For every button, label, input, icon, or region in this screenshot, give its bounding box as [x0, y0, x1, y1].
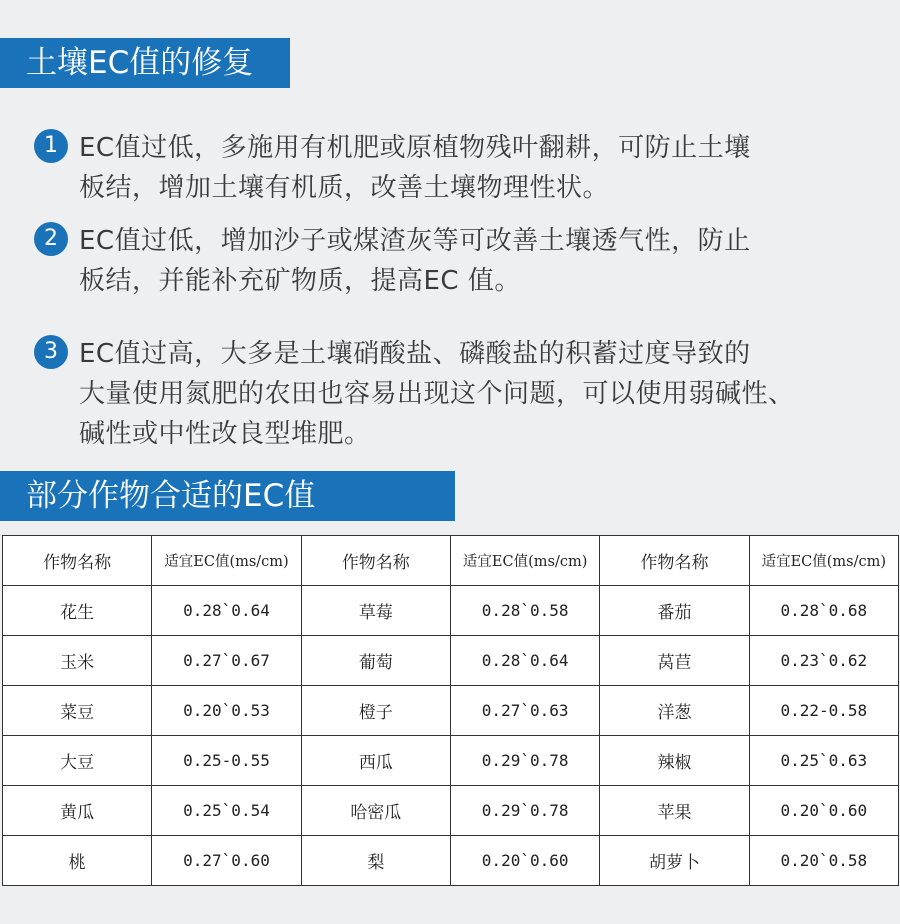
- text-line: 板结，增加土壤有机质，改善土壤物理性状。: [79, 173, 610, 203]
- repair-point-text: [79, 334, 884, 454]
- crop-ec-table: [2, 535, 899, 886]
- crop-name-cell: 苹果: [600, 786, 749, 836]
- section-title-ec-repair: 土壤EC值的修复: [0, 38, 290, 88]
- text-line: 碱性或中性改良型堆肥。: [79, 419, 371, 449]
- repair-point-text: [79, 221, 884, 301]
- ec-value-cell: 0.29`0.78: [450, 736, 599, 786]
- crop-name-cell: 洋葱: [600, 686, 749, 736]
- ec-value-cell: 0.27`0.60: [152, 836, 301, 886]
- crop-name-cell: 橙子: [301, 686, 450, 736]
- section-title-crop-ec: 部分作物合适的EC值: [0, 471, 455, 521]
- crop-name-cell: 大豆: [3, 736, 152, 786]
- ec-value-cell: 0.20`0.58: [749, 836, 898, 886]
- repair-point-text: [79, 128, 884, 208]
- ec-value-cell: 0.28`0.64: [152, 586, 301, 636]
- ec-value-cell: 0.23`0.62: [749, 636, 898, 686]
- ec-value-cell: 0.22-0.58: [749, 686, 898, 736]
- ec-value-cell: 0.29`0.78: [450, 786, 599, 836]
- table-row: [3, 736, 899, 786]
- number-badge-3: 3: [34, 335, 68, 369]
- repair-point-2: [34, 221, 884, 301]
- crop-name-cell: 胡萝卜: [600, 836, 749, 886]
- crop-name-cell: 番茄: [600, 586, 749, 636]
- header-ec-value: 适宜EC值(ms/cm): [749, 536, 898, 586]
- text-line: EC值过高，大多是土壤硝酸盐、磷酸盐的积蓄过度导致的: [79, 339, 751, 369]
- text-line: 板结，并能补充矿物质，提高EC 值。: [79, 266, 521, 296]
- crop-name-cell: 梨: [301, 836, 450, 886]
- ec-value-cell: 0.28`0.68: [749, 586, 898, 636]
- crop-name-cell: 菜豆: [3, 686, 152, 736]
- text-line: EC值过低，多施用有机肥或原植物残叶翻耕，可防止土壤: [79, 133, 751, 163]
- repair-point-1: [34, 128, 884, 208]
- ec-value-cell: 0.25-0.55: [152, 736, 301, 786]
- table-row: [3, 586, 899, 636]
- header-ec-value: 适宜EC值(ms/cm): [152, 536, 301, 586]
- table-row: [3, 786, 899, 836]
- ec-value-cell: 0.20`0.60: [450, 836, 599, 886]
- ec-value-cell: 0.28`0.58: [450, 586, 599, 636]
- crop-name-cell: 辣椒: [600, 736, 749, 786]
- table-row: [3, 836, 899, 886]
- crop-name-cell: 花生: [3, 586, 152, 636]
- crop-name-cell: 西瓜: [301, 736, 450, 786]
- crop-name-cell: 桃: [3, 836, 152, 886]
- table-header-row: [3, 536, 899, 586]
- ec-value-cell: 0.20`0.60: [749, 786, 898, 836]
- number-badge-1: 1: [34, 129, 68, 163]
- header-ec-value: 适宜EC值(ms/cm): [450, 536, 599, 586]
- crop-name-cell: 草莓: [301, 586, 450, 636]
- text-line: EC值过低，增加沙子或煤渣灰等可改善土壤透气性，防止: [79, 226, 751, 256]
- table-row: [3, 636, 899, 686]
- crop-name-cell: 黄瓜: [3, 786, 152, 836]
- number-badge-2: 2: [34, 222, 68, 256]
- ec-value-cell: 0.27`0.63: [450, 686, 599, 736]
- crop-name-cell: 莴苣: [600, 636, 749, 686]
- crop-name-cell: 葡萄: [301, 636, 450, 686]
- repair-point-3: [34, 334, 884, 454]
- header-crop-name: 作物名称: [3, 536, 152, 586]
- header-crop-name: 作物名称: [301, 536, 450, 586]
- ec-value-cell: 0.28`0.64: [450, 636, 599, 686]
- ec-value-cell: 0.27`0.67: [152, 636, 301, 686]
- header-crop-name: 作物名称: [600, 536, 749, 586]
- ec-value-cell: 0.20`0.53: [152, 686, 301, 736]
- ec-value-cell: 0.25`0.63: [749, 736, 898, 786]
- table-row: [3, 686, 899, 736]
- crop-name-cell: 玉米: [3, 636, 152, 686]
- ec-value-cell: 0.25`0.54: [152, 786, 301, 836]
- crop-name-cell: 哈密瓜: [301, 786, 450, 836]
- text-line: 大量使用氮肥的农田也容易出现这个问题，可以使用弱碱性、: [79, 379, 795, 409]
